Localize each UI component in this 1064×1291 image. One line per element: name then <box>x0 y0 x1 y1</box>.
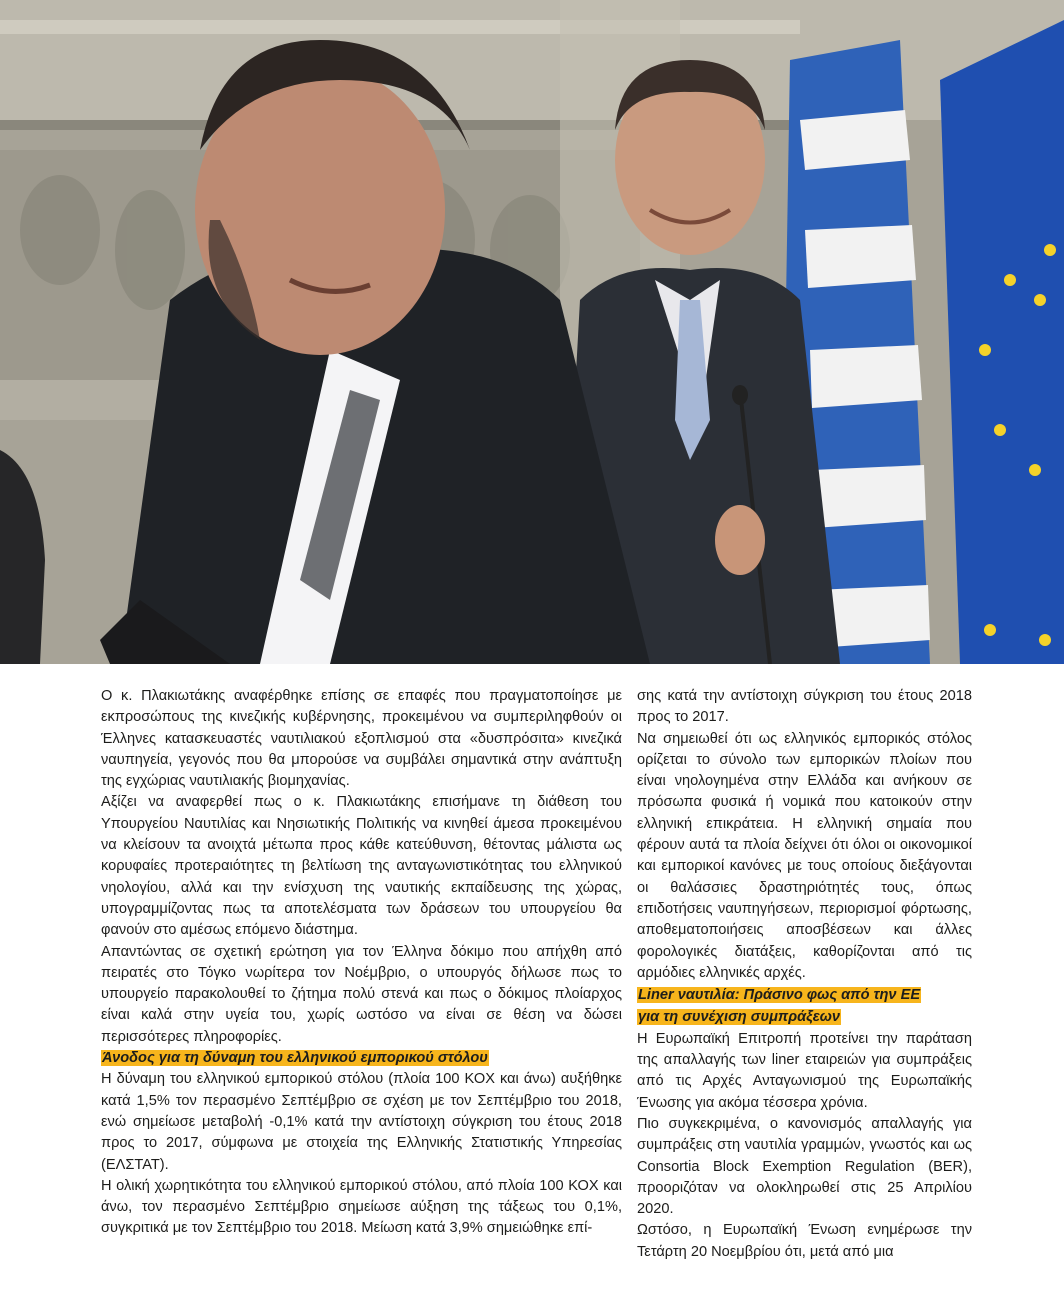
right-heading-line-2: για τη συνέχιση συμπράξεων <box>638 1009 840 1026</box>
left-paragraph-1: Ο κ. Πλακιωτάκης αναφέρθηκε επίσης σε επαφές που πραγματοποίησε με εκπροσώπους της κινεζικής κυβέρνησης, προκειμένου να συμπεριληφθούν οι Έλληνες κατασκευαστές ναυτιλιακού εξοπλισμού στα «δυσπρόσιτα» κινεζικά ναυπηγεία, γεγονός που θα μπορούσε να συμβάλει σημαντικά στην ανάπτυξη της εγχώριας ναυτιλιακής βιομηχανίας. <box>101 688 622 790</box>
right-heading-line-1: Liner ναυτιλία: Πράσινο φως από την ΕΕ <box>638 987 921 1004</box>
left-column <box>101 686 622 1240</box>
left-heading-text: Άνοδος για τη δύναμη του ελληνικού εμπορικού στόλου <box>102 1050 488 1067</box>
left-paragraph-3: Απαντώντας σε σχετική ερώτηση για τον Έλληνα δόκιμο που απήχθη από πειρατές στο Τόγκο νωρίτερα τον Νοέμβριο, ο υπουργός δήλωσε πως το υπουργείο παρακολουθεί το ζήτημα πολύ στενά και πως ο δόκιμος πλοίαρχος είναι καλά στην υγεία του, χωρίς ωστόσο να είναι σε θέση να δώσει περισσότερες πληροφορίες. <box>101 943 622 1045</box>
right-paragraph-4: Πιο συγκεκριμένα, ο κανονισμός απαλλαγής για συμπράξεις στη ναυτιλία γραμμών, γνωστός και ως Consortia Block Exemption Regulation (BER), προοριζόταν να ολοκληρωθεί στις 25 Απριλίου 2020. <box>637 1115 972 1218</box>
right-column <box>637 686 972 1263</box>
right-paragraph-1: σης κατά την αντίστοιχη σύγκριση του έτους 2018 προς το 2017. <box>637 688 972 726</box>
right-paragraph-3: Η Ευρωπαϊκή Επιτροπή προτείνει την παράταση της απαλλαγής των liner εταιρειών για συμπράξεις από τις Αρχές Ανταγωνισμού της Ευρωπαϊκής Ένωσης για ακόμα τέσσερα χρόνια. <box>637 1030 972 1111</box>
right-paragraph-5: Ωστόσο, η Ευρωπαϊκή Ένωση ενημέρωσε την Τετάρτη 20 Νοεμβρίου ότι, μετά από μια <box>637 1222 972 1260</box>
left-paragraph-5: Η ολική χωρητικότητα του ελληνικού εμπορικού στόλου, από πλοία 100 ΚΟΧ και άνω, τον περασμένο Σεπτέμβριο σημείωσε αύξηση της τάξεως του 0,1%, συγκριτικά με τον Σεπτέμβριο του 2018. Μείωση κατά 3,9% σημειώθηκε επί- <box>101 1177 622 1237</box>
left-paragraph-2: Αξίζει να αναφερθεί πως ο κ. Πλακιωτάκης επισήμανε τη διάθεση του Υπουργείου Ναυτιλίας και Νησιωτικής Πολιτικής να κινηθεί άμεσα προκειμένου να κλείσουν τα ανοιχτά μέτωπα προς κάθε κατεύθυνση, θέτοντας μάλιστα ως κορυφαίες προτεραιότητες τη βελτίωση της ανταγωνιστικότητας του ελληνικού νηολογίου, αλλά και την ενίσχυση της ναυτικής εκπαίδευσης της χώρας, υπογραμμίζοντας πως τα αποτελέσματα των δράσεων του υπουργείου θα φανούν στο αμέσως επόμενο διάστημα. <box>101 794 622 939</box>
left-paragraph-4: Η δύναμη του ελληνικού εμπορικού στόλου (πλοία 100 ΚΟΧ και άνω) αυξήθηκε κατά 1,5% τον περασμένο Σεπτέμβριο σε σχέση με τον Σεπτέμβριο του 2018, ενώ σημείωσε μεταβολή -0,1% κατά την αντίστοιχη σύγκριση του έτους 2018 προς το 2017, σύμφωνα με στοιχεία της Ελληνικής Στατιστικής Υπηρεσίας (ΕΛΣΤΑΤ). <box>101 1071 622 1173</box>
right-section-heading <box>637 984 972 1029</box>
right-paragraph-2: Να σημειωθεί ότι ως ελληνικός εμπορικός στόλος ορίζεται το σύνολο των εμπορικών πλοίων που είναι νηολογημένα στην Ελλάδα και ανήκουν σε πρόσωπα φυσικά ή νομικά που κατοικούν στην ελληνική επικράτεια. Η ελληνική σημαία που φέρουν αυτά τα πλοία δείχνει ότι όλοι οι οικονομικοί και εμπορικοί κανόνες με τους οποίους διεξάγονται οι θαλάσσιες δραστηριότητές τους, όπως επιδοτήσεις ναυπηγήσεων, περιορισμοί φόρτωσης, αποθεματοποιήσεις αποσβέσεων και άλλες φορολογικές διατάξεις, καθορίζονται από τις αρμόδιες ελληνικές αρχές. <box>637 730 972 981</box>
left-section-heading <box>101 1048 622 1069</box>
